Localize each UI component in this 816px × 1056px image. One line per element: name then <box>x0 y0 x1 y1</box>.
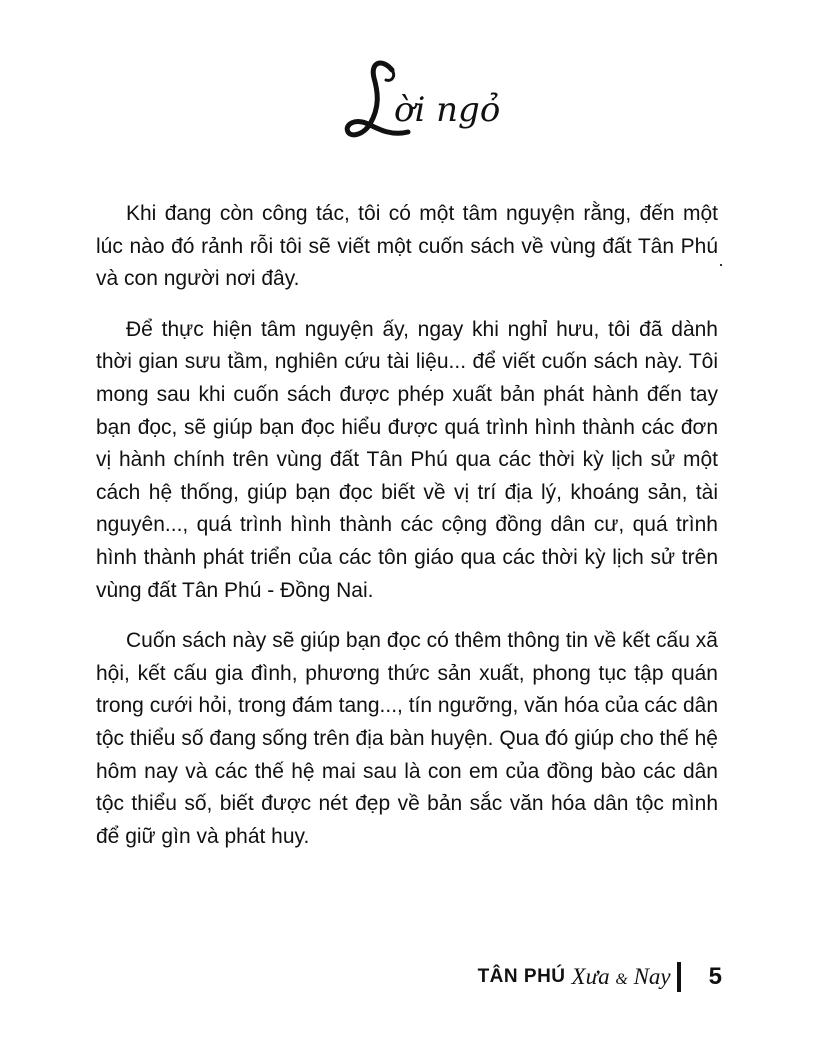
page-title <box>330 52 510 152</box>
footer-book-title-bold: TÂN PHÚ <box>477 966 566 987</box>
footer-ampersand: & <box>615 971 628 988</box>
scan-speck <box>720 264 722 266</box>
footer-word-nay: Nay <box>633 964 671 989</box>
paragraph-2: Để thực hiện tâm nguyện ấy, ngay khi nghỉ hưu, tôi đã dành thời gian sưu tầm, nghiên cứu tài liệu... để viết cuốn sách này. Tôi mong sau khi cuốn sách được phép xuất bản phát hành đến tay bạn đọc, sẽ giúp bạn đọc hiểu được quá trình hình thành các đơn vị hành chính trên vùng đất Tân Phú qua các thời kỳ lịch sử một cách hệ thống, giúp bạn đọc biết về vị trí địa lý, khoáng sản, tài nguyên..., quá trình hình thành các cộng đồng dân cư, quá trình hình thành phát triển của các tôn giáo qua các thời kỳ lịch sử trên vùng đất Tân Phú - Đồng Nai. <box>96 317 718 602</box>
paragraph-3: Cuốn sách này sẽ giúp bạn đọc có thêm thông tin về kết cấu xã hội, kết cấu gia đình, phương thức sản xuất, phong tục tập quán trong cưới hỏi, trong đám tang..., tín ngưỡng, văn hóa của các dân tộc thiểu số đang sống trên địa bàn huyện. Qua đó giúp cho thế hệ hôm nay và các thế hệ mai sau là con em của đồng bào các dân tộc thiểu số, biết được nét đẹp về bản sắc văn hóa dân tộc mình để giữ gìn và phát huy. <box>96 629 718 848</box>
page-number: 5 <box>708 963 722 990</box>
footer-book-title-italic <box>572 964 671 990</box>
paragraph-1: Khi đang còn công tác, tôi có một tâm nguyện rằng, đến một lúc nào đó rảnh rỗi tôi sẽ viết một cuốn sách về vùng đất Tân Phú và con người nơi đây. <box>96 202 718 291</box>
body-text <box>96 198 718 871</box>
footer-divider-bar <box>677 962 681 992</box>
page-footer <box>478 962 722 992</box>
page-title-rest: ời ngỏ <box>394 90 501 130</box>
page-title-text <box>394 90 500 130</box>
footer-word-xua: Xưa <box>571 964 610 989</box>
